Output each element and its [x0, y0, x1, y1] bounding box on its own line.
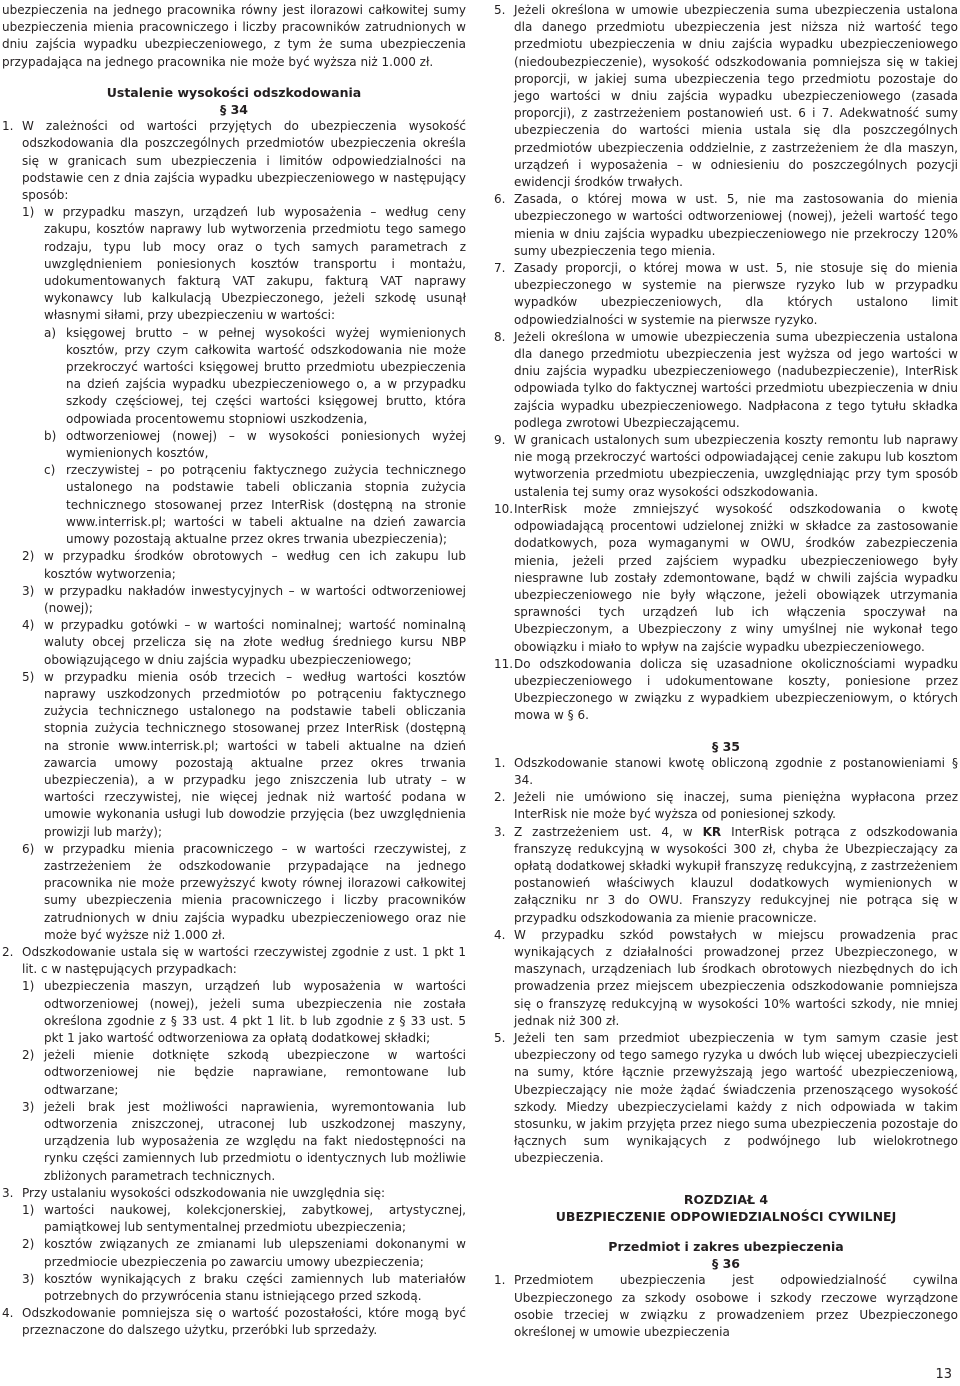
clause-text: W zależności od wartości przyjętych do ubezpieczenia wysokość odszkodowania dla poszczególnych przedmiotów ubezpieczenia określa się w granicach sum ubezpieczenia i limitów odpowiedzialności na podstawie cen z dnia zajścia wypadku ubezpieczeniowego w następujący sposób:	[22, 119, 466, 203]
clause-7	[494, 260, 958, 329]
intro-paragraph: ubezpieczenia na jednego pracownika równy jest ilorazowi całkowitej sumy ubezpieczenia mienia pracowniczego i liczby pracowników zatrudnionych w dniu zajścia wypadku ubezpieczeniowego, z tym że suma ubezpieczenia przypadająca na jednego pracownika nie może być wyższa niż 1.000 zł.	[2, 3, 466, 69]
s35-clause-5	[494, 1030, 958, 1168]
clause-number: 1.	[2, 119, 14, 134]
s36-clause-1	[494, 1272, 958, 1341]
clause-number: 10.	[494, 501, 514, 516]
clause-text-rest: InterRisk potrąca z odszkodowania franszyzę redukcyjną w wysokości 300 zł, chyba że Ubezpieczający za opłatą dodatkowej składki wykupił franszyzę redukcyjną, z zastrzeżeniem postanowień właściwych klauzul dodatkowych wymienionych w załączniku nr 3 do OWU. Franszyzy redukcyjnej nie potrąca się w przypadku odszkodowania za mienie pracownicze.	[514, 824, 958, 925]
s35-clause-3	[494, 824, 958, 927]
letter-text: księgowej brutto – w pełnej wysokości wyżej wymienionych kosztów, przy czym całkowita wartość odszkodowania nie może przekroczyć wartości księgowej brutto przedmiotu ubezpieczenia na dzień zajścia wypadku ubezpieczeniowego o, a w przypadku szkody częściowej, tej części wartości księgowej brutto, która odpowiada procentowemu stopniowi uszkodzenia,	[66, 325, 466, 426]
item-text: kosztów związanych ze zmianami lub ulepszeniami dokonanymi w przedmiocie ubezpieczenia po zawarciu umowy ubezpieczenia;	[44, 1237, 466, 1269]
clause-text: Odszkodowanie ustala się w wartości rzeczywistej zgodnie z ust. 1 pkt 1 lit. c w następujących przypadkach:	[22, 944, 466, 977]
clause-3-item-1	[2, 1202, 466, 1236]
clause-text: Przedmiotem ubezpieczenia jest odpowiedzialność cywilna Ubezpieczonego za szkody osobowe i szkody rzeczowe wyrządzone osobie trzeciej w związku z prowadzeniem przez Ubezpieczonego określonej w umowie ubezpieczenia	[514, 1273, 958, 1340]
item-number: 2)	[22, 549, 35, 564]
clause-text: Jeżeli nie umówiono się inaczej, suma pieniężna wypłacona przez InterRisk nie może być wyższa od poniesionej szkody.	[514, 790, 958, 822]
item-number: 1)	[22, 979, 35, 994]
clause-2	[2, 944, 466, 978]
clause-text: W przypadku szkód powstałych w miejscu prowadzenia prac wynikających z działalności prowadzonej przez Ubezpieczonego, w maszynach, urządzeniach lub środkach obrotowych niezbędnych do ich prowadzenia przez miejscem ubezpieczenia odszkodowanie pomniejsza się o franszyzę redukcyjną w wysokości 10% wartości szkody, nie mniej jednak niż 300 zł.	[514, 927, 958, 1028]
clause-1	[2, 118, 466, 204]
letter-text: odtworzeniowej (nowej) – w wysokości poniesionych wyżej wymienionych kosztów,	[66, 428, 466, 461]
item-text: jeżeli brak jest możliwości naprawienia, wyremontowania lub odtworzenia zniszczonej, utraconej lub uszkodzonej maszyny, urządzenia lub wyposażenia ze względu na fakt niedostępności na rynku części zamiennych lub przedmiotu o identycznych lub możliwie zbliżonych parametrach technicznych.	[44, 1099, 466, 1183]
clause-text: InterRisk może zmniejszyć wysokość odszkodowania o kwotę odpowiadającą procentowi udzielonej zniżki w składce za zastosowanie dodatkowych, poza wymaganymi w OWU, środków zabezpieczenia mienia, jeżeli przed zajściem wypadku ubezpieczeniowego były niesprawne lub zostały zdemontowane, bądź w chwili zajścia wypadku ubezpieczeniowego nie były włączone, jeżeli obowiązek utrzymania sprawności tych urządzeń lub ich włączenia spoczywał na Ubezpieczonym, a Ubezpieczony z winy umyślnej nie wykonał tego obowiązku i miało to wpływ na zajście wypadku ubezpieczeniowego.	[514, 501, 958, 654]
letter-marker: b)	[44, 428, 57, 443]
item-text: wartości naukowej, kolekcjonerskiej, zabytkowej, artystycznej, pamiątkowej lub sentymentalnej przedmiotu ubezpieczenia;	[44, 1203, 466, 1235]
item-number: 4)	[22, 618, 35, 633]
clause-2-item-3	[2, 1099, 466, 1185]
section-number-36: § 36	[712, 1256, 740, 1272]
clause-1-item-5	[2, 669, 466, 841]
clause-text: Do odszkodowania dolicza się uzasadnione okolicznościami wypadku ubezpieczeniowego i udokumentowane koszty, poniesione przez Ubezpieczonego w związku z wypadkiem ubezpieczeniowym, o których mowa w § 6.	[514, 656, 958, 723]
clause-text: Jeżeli określona w umowie ubezpieczenia suma ubezpieczenia ustalona dla danego przedmiotu ubezpieczenia jest wyższa od jego wartości w dniu zajścia wypadku ubezpieczeniowego (nadubezpieczenie), InterRisk odpowiada tylko do faktycznej wartości przedmiotu ubezpieczenia w dniu zajścia wypadku ubezpieczeniowego. Nadpłacona z tego tytułu składka podlega zwrotowi Ubezpieczającemu.	[514, 329, 958, 430]
clause-10	[494, 501, 958, 656]
clause-5	[494, 2, 958, 191]
clause-text: Przy ustalaniu wysokości odszkodowania nie uwzględnia się:	[22, 1185, 386, 1200]
clause-text: Odszkodowanie stanowi kwotę obliczoną zgodnie z postanowieniami § 34.	[514, 755, 958, 787]
clause-number: 1.	[494, 755, 506, 770]
clause-number: 3.	[494, 824, 506, 839]
clause-11	[494, 656, 958, 725]
clause-1-item-1-b	[2, 428, 466, 462]
clause-1-item-2	[2, 548, 466, 582]
clause-number: 4.	[494, 927, 506, 942]
clause-text: Odszkodowanie pomniejsza się o wartość pozostałości, które mogą być przeznaczone do dalszego użytku, przeróbki lub sprzedaży.	[22, 1306, 466, 1338]
clause-text	[514, 825, 958, 925]
clause-text-start: Z zastrzeżeniem ust. 4, w	[514, 824, 703, 839]
clause-number: 8.	[494, 329, 506, 344]
clause-9	[494, 432, 958, 501]
section-number-34: § 34	[220, 102, 248, 118]
letter-marker: c)	[44, 463, 56, 478]
s35-clause-1	[494, 755, 958, 789]
item-text: kosztów wynikających z braku części zamiennych lub materiałów potrzebnych do przywrócenia stanu istniejącego przed szkodą.	[44, 1271, 466, 1304]
clause-number: 7.	[494, 261, 506, 276]
clause-number: 6.	[494, 192, 506, 207]
letter-text: rzeczywistej – po potrąceniu faktycznego zużycia technicznego ustalonego na podstawie tabeli obliczania stopnia zużycia technicznego stosowanej przez InterRisk (dostępną na stronie www.interrisk.pl; wartości w tabeli aktualne na dzień zawarcia umowy pozostają aktualne przez okres trwania ubezpieczenia);	[66, 463, 466, 547]
item-text: w przypadku gotówki – w wartości nominalnej; wartość nominalną waluty obcej przelicza się na złote według średniego kursu NBP obowiązującego w dniu zajścia wypadku ubezpieczeniowego;	[44, 618, 466, 667]
letter-marker: a)	[44, 325, 57, 340]
chapter-title: ROZDZIAŁ 4	[683, 1191, 769, 1207]
clause-1-item-4	[2, 617, 466, 669]
clause-text: Jeżeli określona w umowie ubezpieczenia suma ubezpieczenia ustalona dla danego przedmiotu ubezpieczenia jest niższa niż wartość tego przedmiotu ubezpieczenia w dniu zajścia wypadku ubezpieczeniowego (niedoubezpieczenie), wysokość odszkodowania pomniejsza się w takiej proporcji, w jakiej suma ubezpieczenia tego przedmiotu pozostaje do jego wartości w dniu zajścia wypadku ubezpieczeniowego (zasada proporcji), z zastrzeżeniem postanowień ust. 6 i 7. Adekwatność sumy ubezpieczenia do wartości mienia ustala się dla poszczególnych przedmiotów ubezpieczenia oddzielnie, z zastrzeżeniem że dla maszyn, urządzeń i wyposażenia – w odniesieniu do poszczególnych pozycji ewidencji środków trwałych.	[514, 3, 958, 190]
item-number: 1)	[22, 205, 35, 220]
item-text: w przypadku mienia osób trzecich – według wartości kosztów naprawy uszkodzonych przedmiotów po potrąceniu faktycznego zużycia technicznego ustalonego na podstawie tabeli obliczania stopnia zużycia technicznego stosowanej przez InterRisk (dostępną na stronie www.interrisk.pl; wartości w tabeli aktualne na dzień zawarcia umowy pozostają aktualne przez okres trwania ubezpieczenia), a w przypadku jego zniszczenia lub utraty – w wartości rzeczywistej, nie więcej jednak niż wartość podana w umowie wykonania usługi lub dowodzie przyjęcia (bez uwzględnienia prowizji lub marży);	[44, 669, 466, 839]
clause-number: 1.	[494, 1273, 506, 1288]
item-number: 2)	[22, 1237, 35, 1252]
item-text: w przypadku mienia pracowniczego – w wartości rzeczywistej, z zastrzeżeniem że odszkodowanie przypadające na jednego pracownika nie może przewyższyć kwoty równej ilorazowi całkowitej sumy ubezpieczenia mienia pracowniczego i liczby pracowników zatrudnionych w dniu zajścia wypadku ubezpieczeniowego oraz nie może być wyższe niż 1.000 zł.	[44, 841, 466, 942]
clause-number: 5.	[494, 1030, 506, 1045]
clause-number: 3.	[2, 1185, 14, 1200]
clause-3	[2, 1185, 466, 1202]
clause-3-item-3	[2, 1271, 466, 1305]
kr-abbreviation: KR	[702, 824, 722, 839]
clause-text: Zasady proporcji, o której mowa w ust. 5, nie stosuje się do mienia ubezpieczonego w systemie na pierwsze ryzyko lub w przypadku wypadków ubezpieczeniowych, dla których ustalono limit odpowiedzialności w systemie na pierwsze ryzyko.	[514, 261, 958, 327]
clause-text: W granicach ustalonych sum ubezpieczenia koszty remontu lub naprawy nie mogą przekroczyć wartości odpowiadającej cenie zakupu lub kosztom wytworzenia przedmiotu ubezpieczenia, uwzględniając przy tym sposób ustalenia tej sumy oraz wysokości odszkodowania.	[514, 433, 958, 499]
clause-text: Zasada, o której mowa w ust. 5, nie ma zastosowania do mienia ubezpieczonego w wartości odtworzeniowej (nowej), jeżeli wartość tego mienia w dniu zajścia wypadku ubezpieczeniowego nie przekroczy 120% sumy ubezpieczenia tego mienia.	[514, 192, 958, 258]
item-number: 3)	[22, 583, 35, 598]
section-number-35: § 35	[712, 738, 740, 754]
right-column	[494, 2, 958, 1341]
item-text: ubezpieczenia maszyn, urządzeń lub wyposażenia w wartości odtworzeniowej (nowej), jeżeli suma ubezpieczenia nie została określona zgodnie z § 33 ust. 4 pkt 1 lit. b lub zgodnie z § 33 ust. 5 pkt 1 jako wartość odtworzeniowa za opłatą dodatkowej składki;	[44, 979, 466, 1045]
page-number: 13	[935, 1367, 952, 1382]
clause-1-item-1-a	[2, 325, 466, 428]
left-column	[2, 2, 466, 1340]
section-heading: Ustalenie wysokości odszkodowania	[106, 84, 362, 100]
chapter-subtitle: UBEZPIECZENIE ODPOWIEDZIALNOŚCI CYWILNEJ	[555, 1208, 897, 1224]
clause-2-item-2	[2, 1047, 466, 1099]
subject-heading: Przedmiot i zakres ubezpieczenia	[608, 1239, 844, 1255]
item-text: w przypadku nakładów inwestycyjnych – w wartości odtworzeniowej (nowej);	[44, 583, 466, 615]
clause-8	[494, 329, 958, 432]
s35-clause-4	[494, 927, 958, 1030]
item-number: 3)	[22, 1271, 35, 1286]
clause-1-item-3	[2, 583, 466, 617]
clause-3-item-2	[2, 1236, 466, 1270]
clause-1-item-1	[2, 204, 466, 324]
item-text: jeżeli mienie dotknięte szkodą ubezpieczone w wartości odtworzeniowej nie będzie naprawiane, remontowane lub odtwarzane;	[44, 1048, 466, 1097]
clause-number: 5.	[494, 3, 506, 17]
item-text: w przypadku maszyn, urządzeń lub wyposażenia – według ceny zakupu, kosztów naprawy lub wytworzenia przedmiotu tego samego rodzaju, typu lub mocy oraz o tych samych parametrach z uwzględnieniem poniesionych kosztów transportu i montażu, udokumentowanych fakturą VAT zakupu, fakturą VAT naprawy wykonawcy lub kalkulacją Ubezpieczonego, jeżeli szkodę usunął własnymi siłami, przy ubezpieczeniu w wartości:	[44, 205, 466, 323]
clause-2-item-1	[2, 978, 466, 1047]
s35-clause-2	[494, 789, 958, 823]
clause-number: 4.	[2, 1306, 14, 1321]
clause-4	[2, 1305, 466, 1339]
clause-text: Jeżeli ten sam przedmiot ubezpieczenia w tym samym czasie jest ubezpieczony od tego samego ryzyka u dwóch lub więcej ubezpieczycieli na sumy, które łącznie przewyższają jego wartość ubezpieczeniową, Ubezpieczający nie może żądać świadczenia przenoszącego wysokość szkody. Miedzy ubezpieczycielami każdy z nich odpowiada w takim stosunku, w jakim przyjęta przez niego suma ubezpieczenia pozostaje do łącznych sum wynikających z podwójnego lub wielokrotnego ubezpieczenia.	[514, 1030, 958, 1166]
clause-1-item-6	[2, 841, 466, 944]
item-number: 3)	[22, 1099, 35, 1114]
item-number: 2)	[22, 1048, 35, 1063]
item-number: 1)	[22, 1203, 35, 1218]
item-number: 5)	[22, 669, 35, 684]
clause-number: 2.	[494, 790, 506, 805]
clause-number: 2.	[2, 944, 14, 959]
clause-6	[494, 191, 958, 260]
clause-number: 11.	[494, 656, 514, 671]
clause-number: 9.	[494, 433, 506, 448]
item-number: 6)	[22, 841, 35, 856]
clause-1-item-1-c	[2, 462, 466, 548]
item-text: w przypadku środków obrotowych – według cen ich zakupu lub kosztów wytworzenia;	[44, 549, 466, 581]
